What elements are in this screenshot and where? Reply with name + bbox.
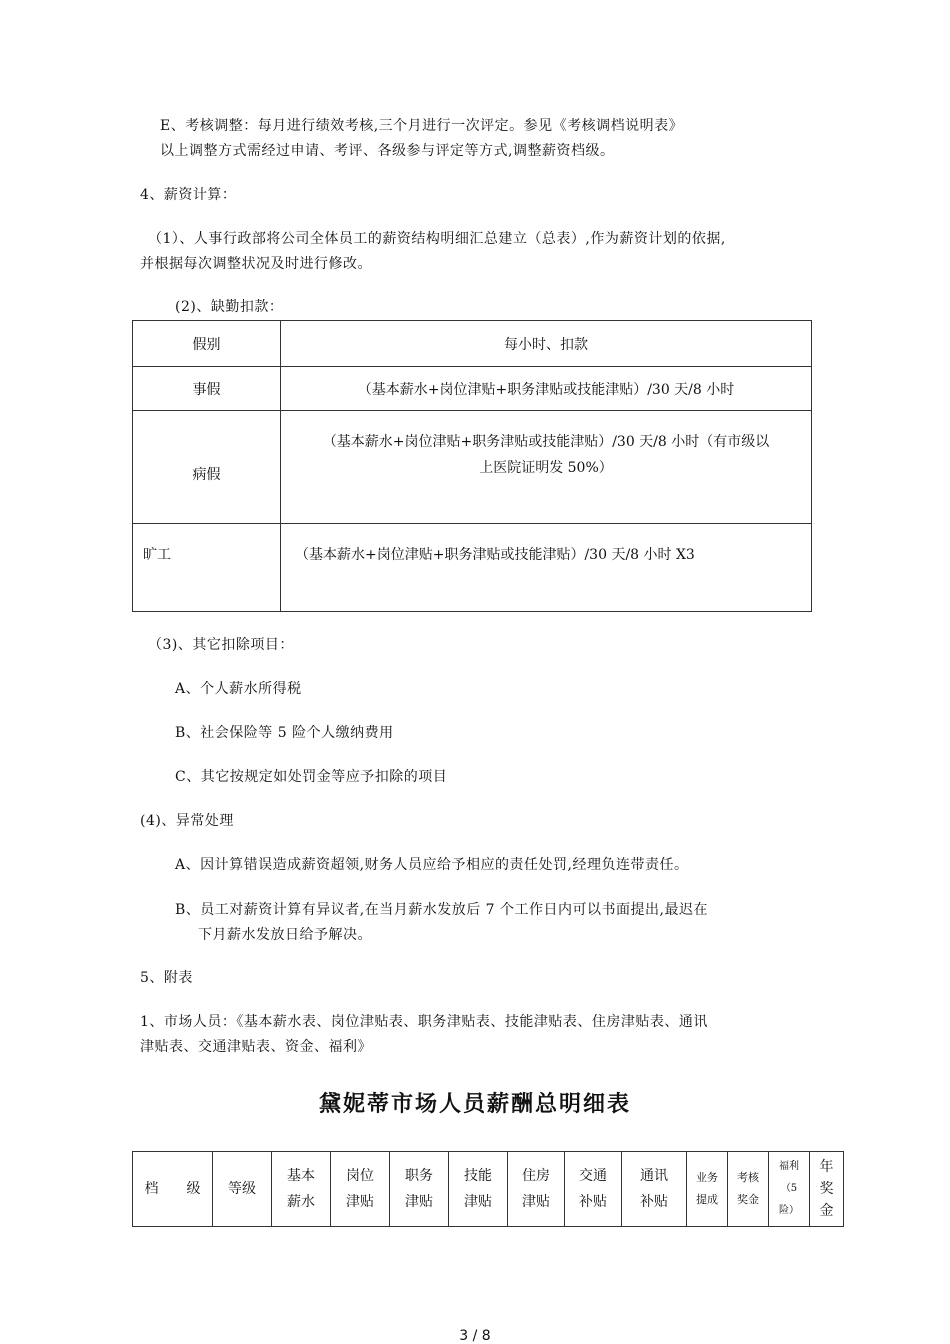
col-comm-line1: 通讯 [640, 1168, 668, 1184]
salary-detail-table [132, 1151, 844, 1227]
p3-item-c: C、其它按规定如处罚金等应予扣除的项目 [175, 769, 448, 785]
col-skill-line1: 技能 [464, 1168, 492, 1184]
row-type: 旷工 [133, 524, 281, 612]
adjust-method-text: 以上调整方式需经过申请、考评、各级参与评定等方式,调整薪资档级。 [160, 143, 615, 159]
row-type: 病假 [133, 411, 281, 524]
attach-line1: 1、市场人员：《基本薪水表、岗位津贴表、职务津贴表、技能津贴表、住房津贴表、通讯 [140, 1014, 708, 1030]
col-comm-subsidy [622, 1152, 687, 1227]
col-grade: 等级 [213, 1152, 272, 1227]
header-type: 假别 [133, 321, 281, 367]
col-duty-line2: 津贴 [405, 1194, 433, 1210]
col-post-line2: 津贴 [346, 1194, 374, 1210]
col-post-allowance [331, 1152, 390, 1227]
salary-table-title: 黛妮蒂市场人员薪酬总明细表 [318, 1091, 631, 1117]
col-biz-line2: 提成 [696, 1193, 718, 1206]
p3-item-b: B、社会保险等 5 险个人缴纳费用 [175, 725, 394, 741]
col-assessment-bonus [728, 1152, 769, 1227]
p4-item-b-line2: 下月薪水发放日给予解决。 [198, 927, 372, 943]
col-house-line2: 津贴 [522, 1194, 550, 1210]
col-welfare [769, 1152, 810, 1227]
col-duty-line1: 职务 [405, 1168, 433, 1184]
row-formula [281, 411, 812, 524]
page-number: 3 / 8 [459, 1328, 491, 1344]
leave-deduction-table [132, 320, 812, 612]
p4-heading: (4)、异常处理 [140, 813, 234, 829]
col-traffic-subsidy [565, 1152, 622, 1227]
formula-line1: （基本薪水+岗位津贴+职务津贴或技能津贴）/30 天/8 小时（有市级以 [322, 434, 770, 450]
p3-heading: （3)、其它扣除项目： [148, 637, 294, 653]
col-traffic-line1: 交通 [579, 1168, 607, 1184]
col-welfare-line1: 福利 [779, 1161, 799, 1172]
col-post-line1: 岗位 [346, 1168, 374, 1184]
col-annual-line2: 奖 [819, 1181, 834, 1197]
row-formula: （基本薪水+岗位津贴+职务津贴或技能津贴）/30 天/8 小时 [281, 367, 812, 411]
col-skill-line2: 津贴 [464, 1194, 492, 1210]
header-deduction: 每小时、扣款 [281, 321, 812, 367]
p3-item-a: A、个人薪水所得税 [175, 681, 302, 697]
col-comm-line2: 补贴 [640, 1194, 668, 1210]
col-annual-line3: 金 [819, 1203, 834, 1219]
col-welfare-line2: （5 [780, 1183, 798, 1194]
row-formula: （基本薪水+岗位津贴+职务津贴或技能津贴）/30 天/8 小时 X3 [281, 524, 812, 612]
p1-line1: （1）、人事行政部将公司全体员工的薪资结构明细汇总建立（总表）,作为薪资计划的依据, [148, 231, 726, 247]
col-housing-allowance [508, 1152, 565, 1227]
table-row [133, 321, 812, 367]
p4-item-b-line1: B、员工对薪资计算有异议者,在当月薪水发放后 7 个工作日内可以书面提出,最迟在 [175, 902, 708, 918]
table-row [133, 411, 812, 524]
section-5-heading: 5、附表 [140, 970, 193, 986]
col-assess-line2: 奖金 [737, 1193, 759, 1206]
table-row [133, 524, 812, 612]
col-base-salary [272, 1152, 331, 1227]
col-level: 档 级 [133, 1152, 213, 1227]
col-business-commission [687, 1152, 728, 1227]
col-traffic-line2: 补贴 [579, 1194, 607, 1210]
col-welfare-line3: 险） [779, 1205, 799, 1216]
col-skill-allowance [449, 1152, 508, 1227]
col-house-line1: 住房 [522, 1168, 550, 1184]
col-assess-line1: 考核 [737, 1171, 759, 1184]
col-annual-line1: 年 [819, 1159, 834, 1175]
p4-item-a: A、因计算错误造成薪资超领,财务人员应给予相应的责任处罚,经理负连带责任。 [175, 857, 689, 873]
p2-heading: (2)、缺勤扣款： [175, 299, 284, 315]
col-base-line1: 基本 [287, 1168, 315, 1184]
col-annual-bonus [810, 1152, 844, 1227]
attach-line2: 津贴表、交通津贴表、资金、福利》 [140, 1039, 372, 1055]
row-type: 事假 [133, 367, 281, 411]
p1-line2: 并根据每次调整状况及时进行修改。 [140, 256, 372, 272]
table-row [133, 1152, 844, 1227]
col-biz-line1: 业务 [696, 1171, 718, 1184]
formula-line2: 上医院证明发 50%） [479, 460, 613, 476]
col-base-line2: 薪水 [287, 1194, 315, 1210]
col-duty-allowance [390, 1152, 449, 1227]
table-row [133, 367, 812, 411]
section-4-heading: 4、薪资计算： [140, 187, 237, 203]
e-adjust-text: E、考核调整：每月进行绩效考核,三个月进行一次评定。参见《考核调档说明表》 [160, 118, 684, 134]
